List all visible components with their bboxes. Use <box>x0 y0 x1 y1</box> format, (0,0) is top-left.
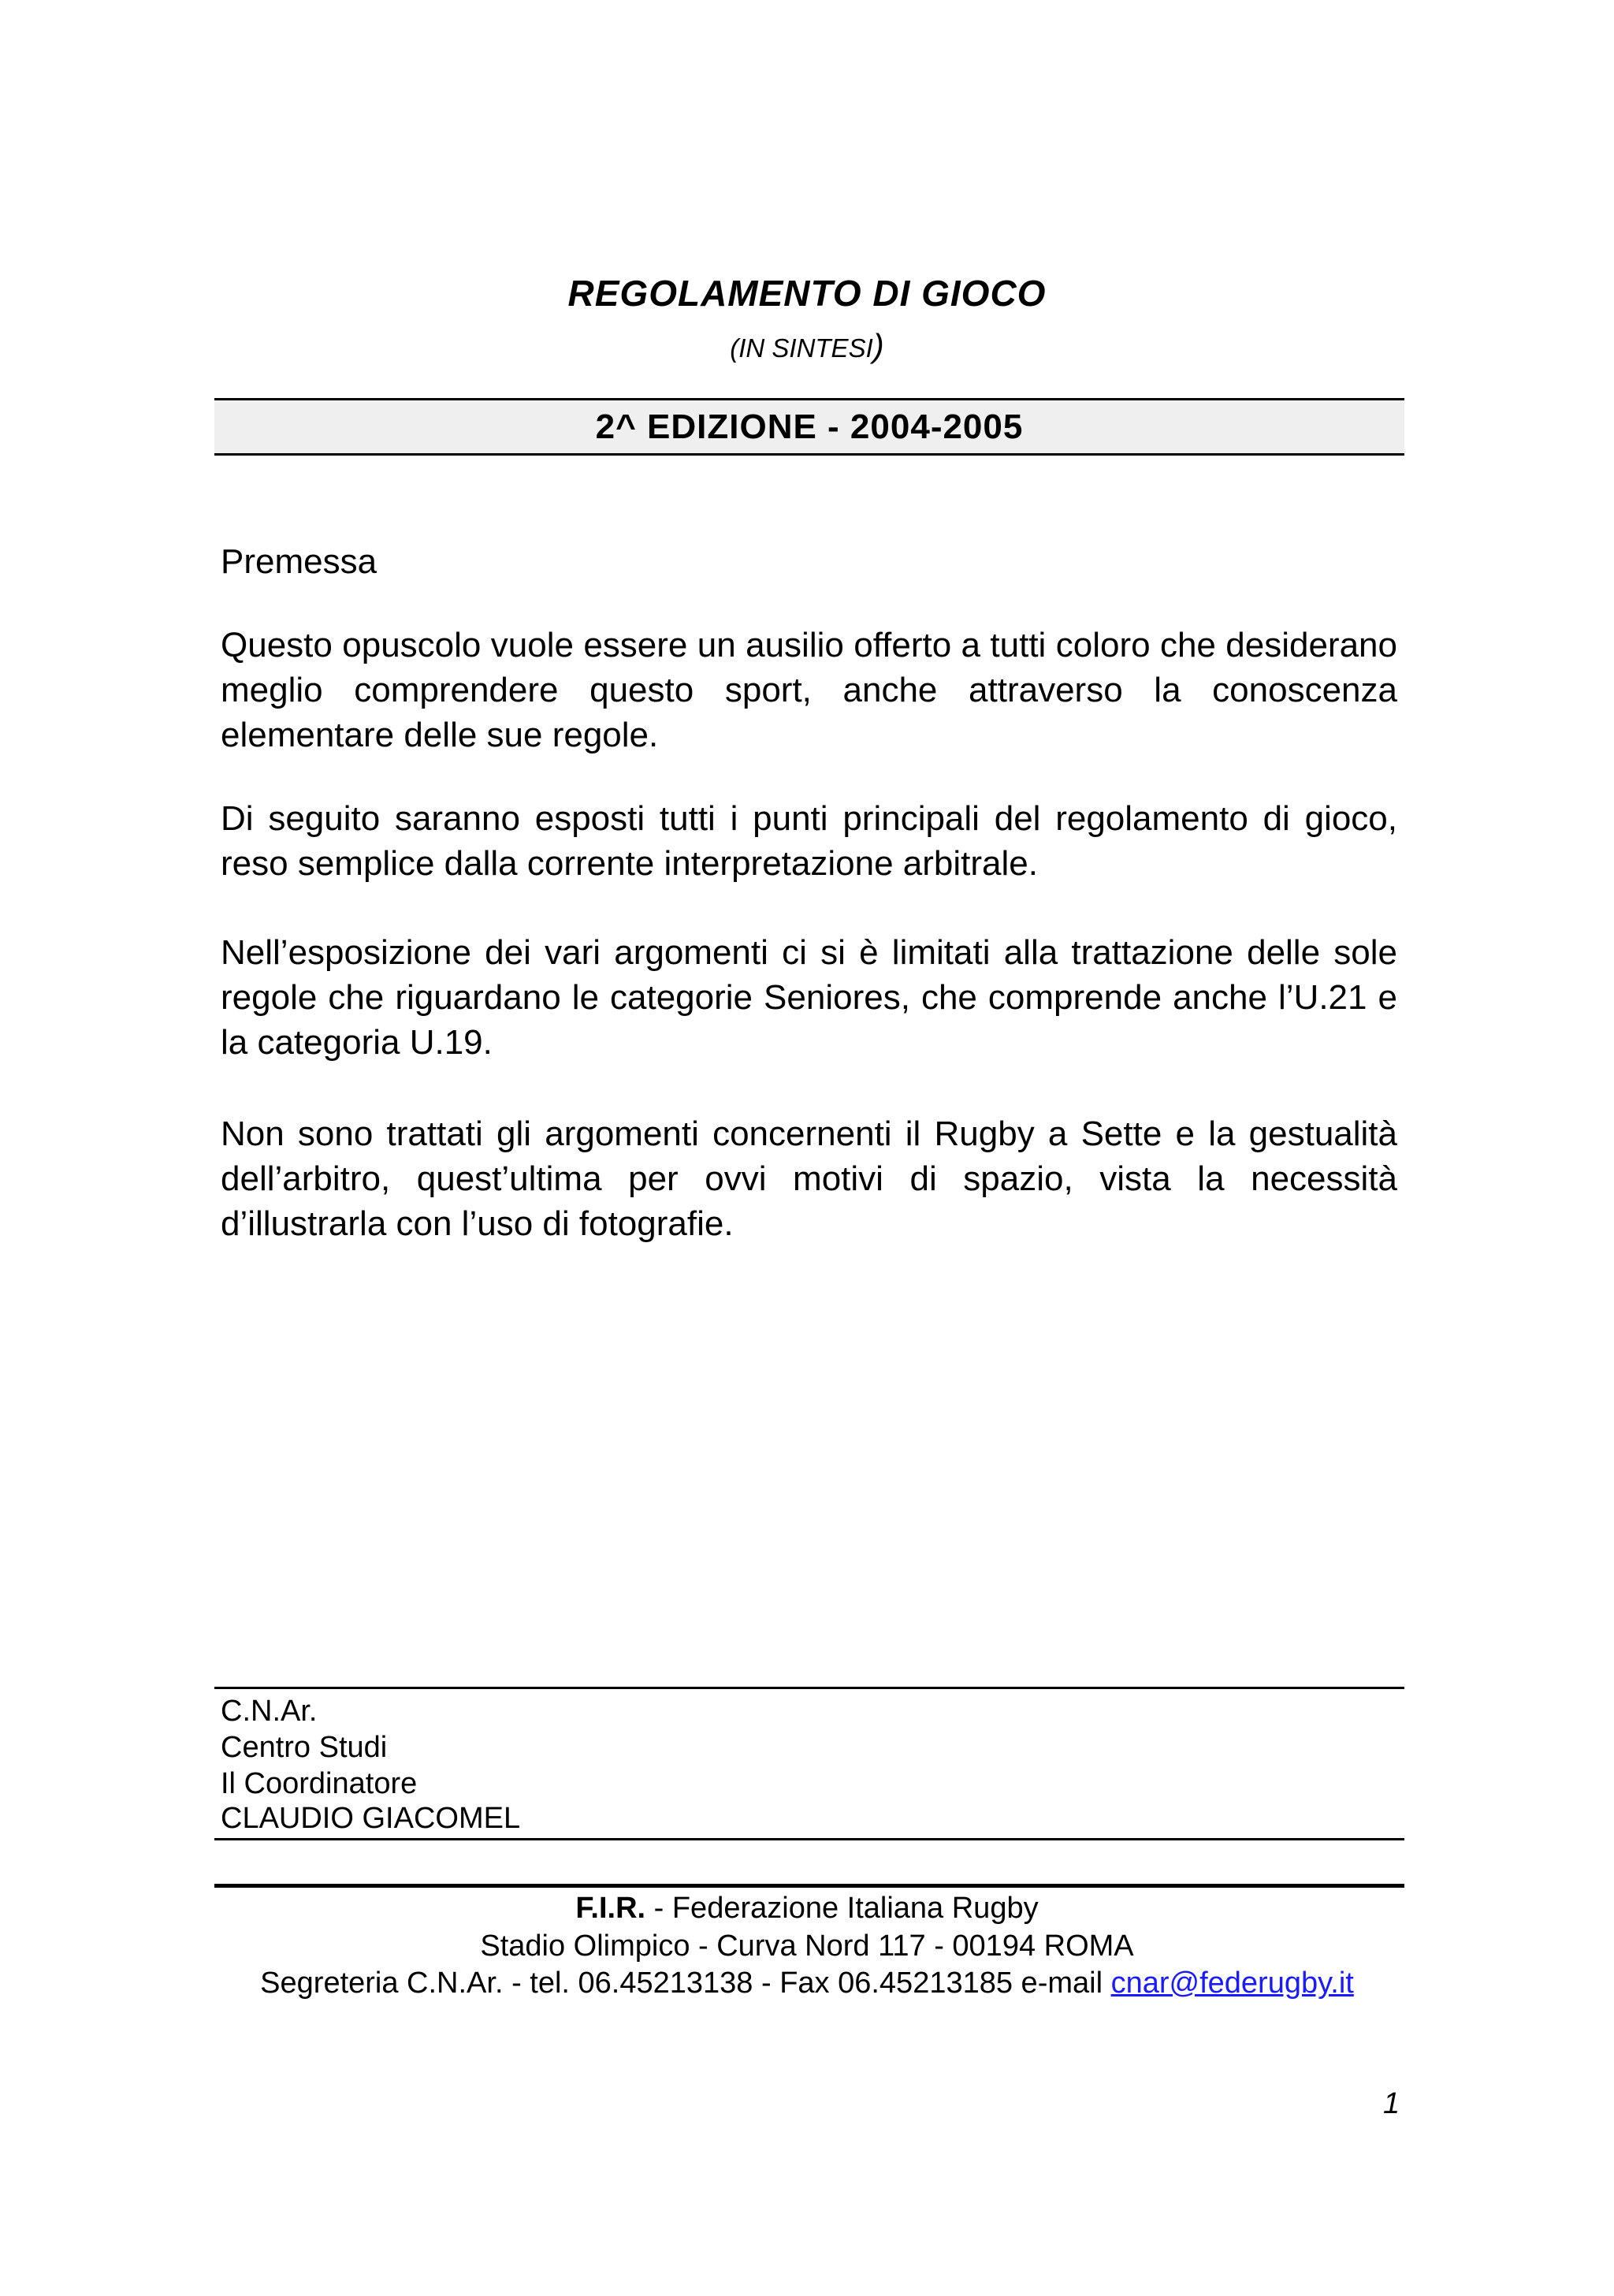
signature-org: C.N.Ar. <box>221 1695 318 1728</box>
footer-contact: Segreteria C.N.Ar. - tel. 06.45213138 - Fax 06.45213185 e-mail <box>260 1967 1111 2000</box>
footer-abbr: F.I.R. <box>575 1892 646 1925</box>
document-title: REGOLAMENTO DI GIOCO <box>567 273 1047 314</box>
subtitle-close-paren: ) <box>872 327 884 364</box>
subtitle-text: (IN SINTESI <box>730 333 873 363</box>
signature-dept: Centro Studi <box>221 1731 388 1764</box>
footer-federation-line <box>0 1892 1614 1926</box>
email-link[interactable]: cnar@federugby.it <box>1110 1967 1354 2000</box>
signature-role: Il Coordinatore <box>221 1767 418 1800</box>
page-number: 1 <box>1383 2087 1400 2120</box>
signature-top-rule <box>214 1687 1404 1689</box>
paragraph-2: Di seguito saranno esposti tutti i punti principali del regolamento di gioco, reso semplice dalla corrente interpretazione arbitrale. <box>221 799 1397 883</box>
paragraph-1: Questo opuscolo vuole essere un ausilio offerto a tutti coloro che desiderano meglio comprendere questo sport, anche attraverso la conoscenza elementare delle sue regole. <box>221 626 1397 754</box>
signature-name: CLAUDIO GIACOMEL <box>221 1802 521 1835</box>
document-subtitle <box>0 327 1614 365</box>
paragraph-3: Nell’esposizione dei vari argomenti ci si è limitati alla trattazione delle sole regole che riguardano le categorie Seniores, che comprende anche l’U.21 e la categoria U.19. <box>221 933 1397 1062</box>
signature-bottom-rule <box>214 1838 1404 1840</box>
paragraph-4: Non sono trattati gli argomenti concernenti il Rugby a Sette e la gestualità dell’arbitro, quest’ultima per ovvi motivi di spazio, vista la necessità d’illustrarla con l’uso di fotografie. <box>221 1115 1397 1243</box>
footer-contact-line <box>0 1967 1614 2000</box>
edition-label: 2^ EDIZIONE - 2004-2005 <box>595 407 1024 446</box>
footer-address: Stadio Olimpico - Curva Nord 117 - 00194 ROMA <box>480 1929 1134 1963</box>
footer-federation: - Federazione Italiana Rugby <box>645 1892 1039 1925</box>
edition-banner <box>214 398 1404 456</box>
section-heading: Premessa <box>221 542 377 581</box>
footer-top-rule <box>214 1884 1404 1888</box>
